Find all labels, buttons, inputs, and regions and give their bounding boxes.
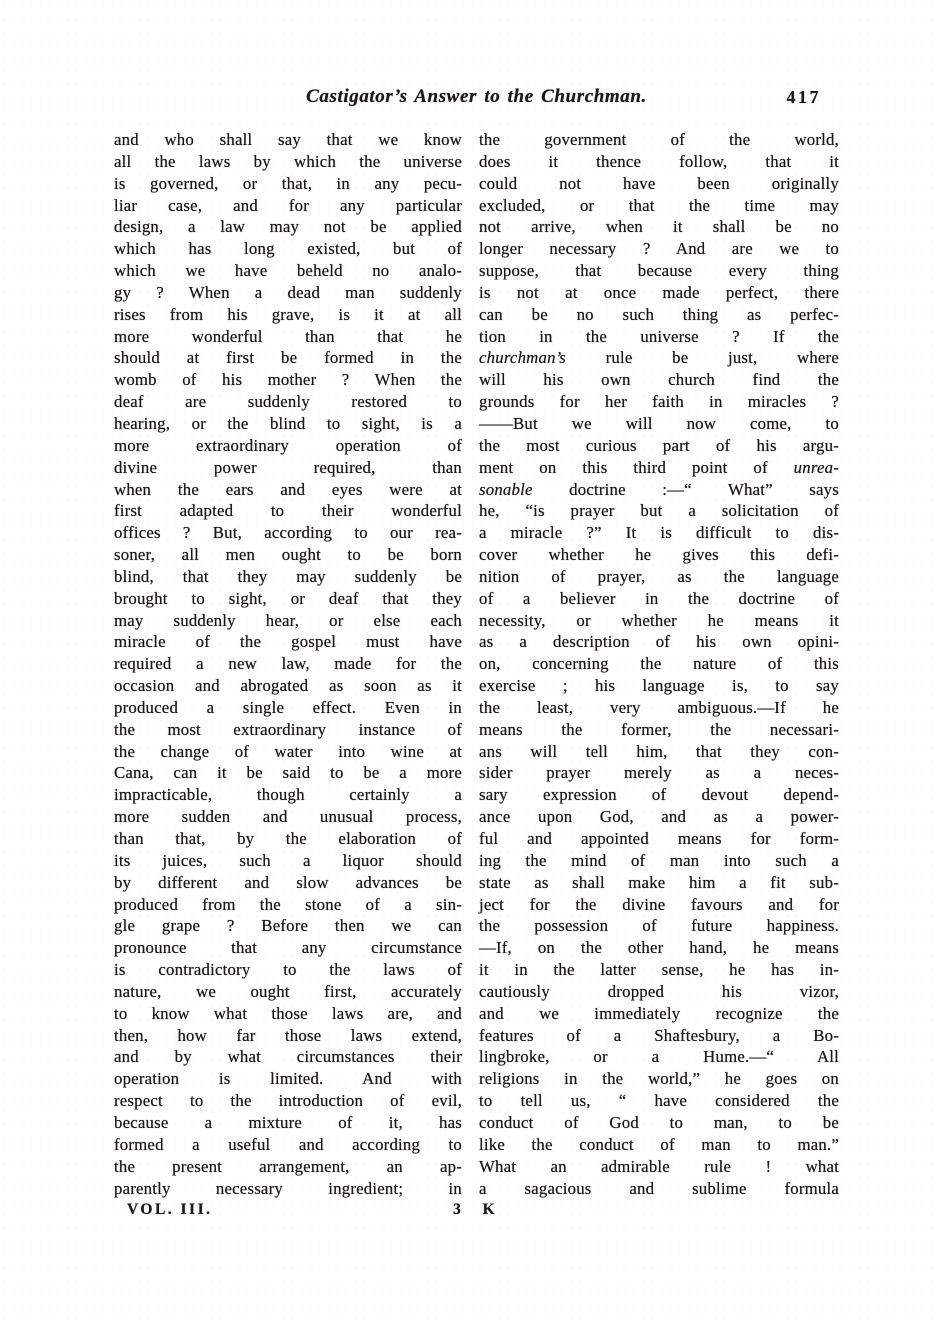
- text-block: [0, 86, 939, 1225]
- text-line: to know what those laws are, and: [114, 1003, 462, 1023]
- text-line: womb of his mother ? When the: [114, 370, 462, 390]
- text-line: ful and appointed means for form-: [479, 829, 839, 848]
- text-line: ance upon God, and as a power-: [479, 807, 839, 827]
- text-line: as a description of his own opini-: [479, 632, 839, 652]
- text-line: which has long existed, but of: [114, 239, 462, 259]
- text-line: the most extraordinary instance of: [114, 719, 462, 739]
- text-line: more sudden and unusual process,: [114, 807, 462, 827]
- text-line: state as shall make him a fit sub-: [479, 872, 839, 892]
- text-line: not arrive, when it shall be no: [479, 217, 839, 237]
- text-line: all the laws by which the universe: [114, 151, 462, 171]
- text-line: parently necessary ingredient; in: [114, 1178, 462, 1198]
- text-line: because a mixture of it, has: [114, 1112, 462, 1132]
- volume-label: VOL. III.: [127, 1201, 213, 1219]
- text-line: is contradictory to the laws of: [114, 960, 462, 980]
- text-line: ject for the divine favours and for: [479, 894, 839, 914]
- text-line: sonable doctrine :—“ What” says: [479, 479, 839, 499]
- text-line: required a new law, made for the: [114, 654, 462, 674]
- page-number: 417: [786, 87, 821, 107]
- text-line: the government of the world,: [479, 130, 839, 149]
- text-line: longer necessary ? And are we to: [479, 239, 839, 259]
- text-line: cover whether he gives this defi-: [479, 545, 839, 565]
- text-line: on, concerning the nature of this: [479, 654, 839, 674]
- text-line: ment on this third point of unrea-: [479, 457, 839, 477]
- right-column: [479, 129, 839, 1199]
- text-line: and we immediately recognize the: [479, 1003, 839, 1023]
- text-line: ing the mind of man into such a: [479, 850, 839, 870]
- text-line: produced a single effect. Even in: [114, 697, 462, 717]
- text-line: occasion and abrogated as soon as it: [114, 676, 462, 696]
- text-line: the possession of future happiness.: [479, 916, 839, 936]
- text-line: deaf are suddenly restored to: [114, 392, 462, 412]
- text-line: suppose, that because every thing: [479, 261, 839, 281]
- text-line: pronounce that any circumstance: [114, 938, 462, 958]
- text-line: to tell us, “ have considered the: [479, 1091, 839, 1111]
- text-line: a sagacious and sublime formula: [479, 1178, 839, 1198]
- text-line: brought to sight, or deaf that they: [114, 588, 462, 608]
- text-line: sider prayer merely as a neces-: [479, 763, 839, 783]
- text-line: impracticable, though certainly a: [114, 785, 462, 805]
- text-line: the least, very ambiguous.—If he: [479, 697, 839, 717]
- text-line: the present arrangement, an ap-: [114, 1156, 462, 1176]
- text-line: the most curious part of his argu-: [479, 435, 839, 455]
- text-line: more extraordinary operation of: [114, 435, 462, 455]
- text-line: blind, that they may suddenly be: [114, 566, 462, 586]
- text-line: nition of prayer, as the language: [479, 566, 839, 586]
- text-line: like the conduct of man to man.”: [479, 1134, 839, 1154]
- text-line: gy ? When a dead man suddenly: [114, 282, 462, 302]
- text-line: formed a useful and according to: [114, 1134, 462, 1154]
- text-line: is governed, or that, in any pecu-: [114, 173, 462, 193]
- text-line: conduct of God to man, to be: [479, 1112, 839, 1132]
- text-line: What an admirable rule ! what: [479, 1156, 839, 1176]
- text-line: could not have been originally: [479, 173, 839, 193]
- text-line: by different and slow advances be: [114, 872, 462, 892]
- text-line: miracle of the gospel must have: [114, 632, 462, 652]
- text-line: it in the latter sense, he has in-: [479, 960, 839, 980]
- text-line: gle grape ? Before then we can: [114, 916, 462, 936]
- text-line: first adapted to their wonderful: [114, 501, 462, 521]
- text-line: he, “is prayer but a solicitation of: [479, 501, 839, 521]
- text-line: features of a Shaftesbury, a Bo-: [479, 1025, 839, 1045]
- text-line: rises from his grave, is it at all: [114, 304, 462, 324]
- text-line: design, a law may not be applied: [114, 217, 462, 237]
- text-line: than that, by the elaboration of: [114, 829, 462, 848]
- text-line: means the former, the necessari-: [479, 719, 839, 739]
- text-line: sary expression of devout depend-: [479, 785, 839, 805]
- text-line: then, how far those laws extend,: [114, 1025, 462, 1045]
- text-line: the change of water into wine at: [114, 741, 462, 761]
- text-line: hearing, or the blind to sight, is a: [114, 413, 462, 433]
- left-column: [114, 129, 462, 1199]
- text-line: liar case, and for any particular: [114, 195, 462, 215]
- text-line: cautiously dropped his vizor,: [479, 981, 839, 1001]
- text-line: when the ears and eyes were at: [114, 479, 462, 499]
- text-line: and who shall say that we know: [114, 130, 462, 149]
- text-line: operation is limited. And with: [114, 1069, 462, 1089]
- text-line: will his own church find the: [479, 370, 839, 390]
- text-line: ans will tell him, that they con-: [479, 741, 839, 761]
- text-line: does it thence follow, that it: [479, 151, 839, 171]
- signature-mark: 3 K: [453, 1201, 496, 1219]
- text-line: produced from the stone of a sin-: [114, 894, 462, 914]
- text-line: necessity, or whether he means it: [479, 610, 839, 630]
- text-line: is not at once made perfect, there: [479, 282, 839, 302]
- text-line: Cana, can it be said to be a more: [114, 763, 462, 783]
- text-line: and by what circumstances their: [114, 1047, 462, 1067]
- text-line: soner, all men ought to be born: [114, 545, 462, 565]
- text-line: more wonderful than that he: [114, 326, 462, 346]
- text-line: lingbroke, or a Hume.—“ All: [479, 1047, 839, 1067]
- text-line: divine power required, than: [114, 457, 462, 477]
- text-line: ——But we will now come, to: [479, 413, 839, 433]
- text-line: exercise ; his language is, to say: [479, 676, 839, 696]
- text-line: nature, we ought first, accurately: [114, 981, 462, 1001]
- text-line: a miracle ?” It is difficult to dis-: [479, 523, 839, 543]
- two-column-body: [114, 129, 839, 1199]
- text-line: excluded, or that the time may: [479, 195, 839, 215]
- page-header: [114, 86, 839, 114]
- text-line: —If, on the other hand, he means: [479, 938, 839, 958]
- running-title: Castigator’s Answer to the Churchman.: [306, 86, 647, 107]
- text-line: can be no such thing as perfec-: [479, 304, 839, 324]
- text-line: which we have beheld no analo-: [114, 261, 462, 281]
- text-line: churchman’s rule be just, where: [479, 348, 839, 368]
- text-line: respect to the introduction of evil,: [114, 1091, 462, 1111]
- text-line: of a believer in the doctrine of: [479, 588, 839, 608]
- text-line: offices ? But, according to our rea-: [114, 523, 462, 543]
- page-footer: [114, 1201, 839, 1225]
- text-line: tion in the universe ? If the: [479, 326, 839, 346]
- text-line: may suddenly hear, or else each: [114, 610, 462, 630]
- text-line: grounds for her faith in miracles ?: [479, 392, 839, 412]
- text-line: should at first be formed in the: [114, 348, 462, 368]
- text-line: religions in the world,” he goes on: [479, 1069, 839, 1089]
- text-line: its juices, such a liquor should: [114, 850, 462, 870]
